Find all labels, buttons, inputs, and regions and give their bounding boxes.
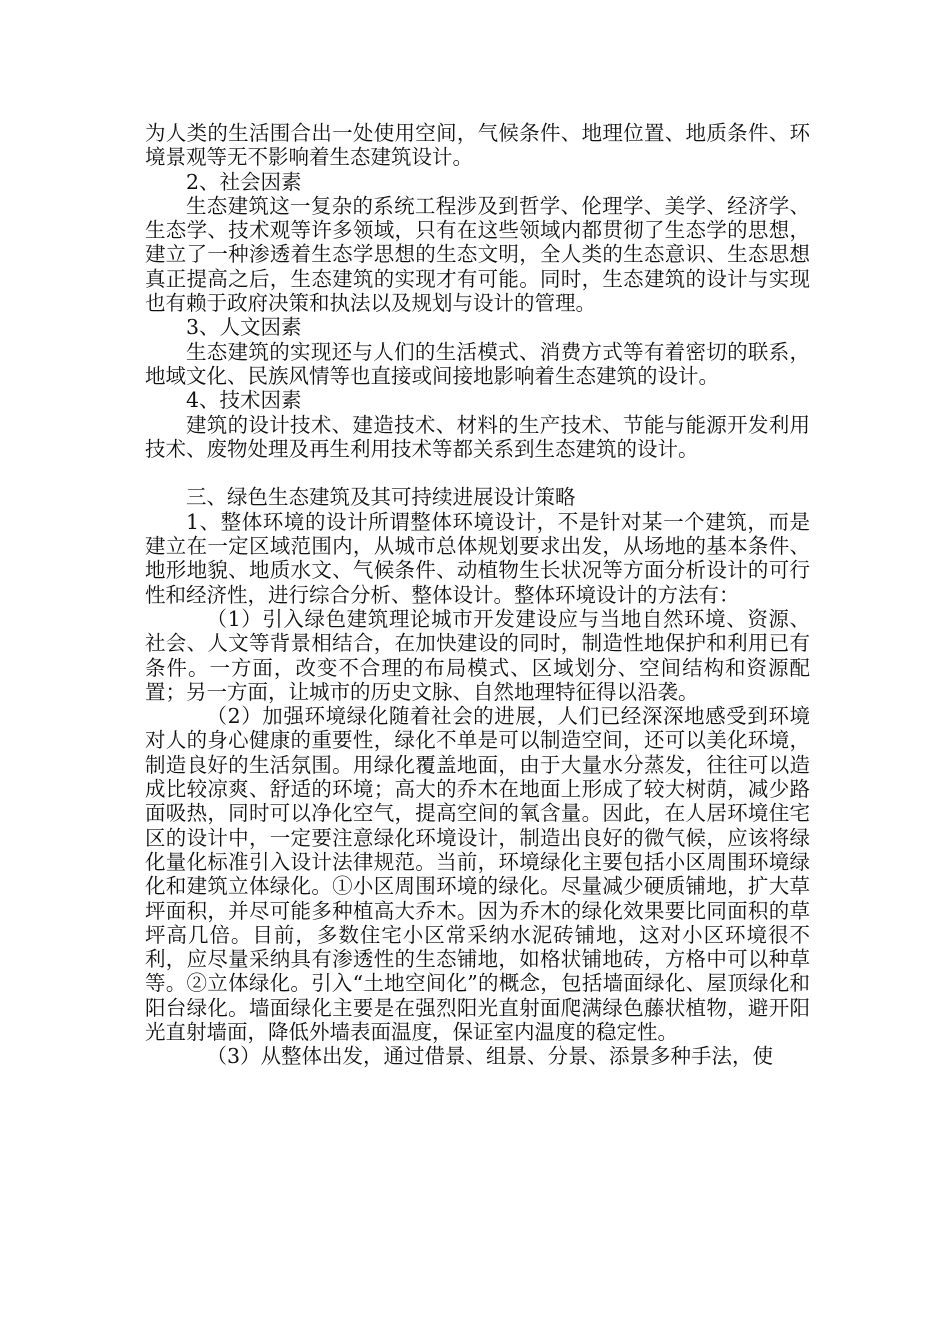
heading-humanistic-factors: 3、人文因素	[186, 315, 302, 340]
paragraph-technical-factors: 建筑的设计技术、建造技术、材料的生产技术、节能与能源开发利用技术、废物处理及再生利用技术等都关系到生态建筑的设计。	[145, 412, 810, 461]
blank-line	[145, 461, 810, 485]
section-title-design-strategy: 三、绿色生态建筑及其可持续进展设计策略	[186, 485, 576, 510]
paragraph-item-2: （2）加强环境绿化随着社会的进展，人们已经深深地感受到环境对人的身心健康的重要性，绿化不单是可以制造空间，还可以美化环境，制造良好的生活氛围。用绿化覆盖地面，由于大量水分蒸发，往往可以造成比较凉爽、舒适的环境；高大的乔木在地面上形成了较大树荫，减少路面吸热，同时可以净化空气，提高空间的氧含量。因此，在人居环境住宅区的设计中，一定要注意绿化环境设计，制造出良好的微气候，应该将绿化量化标准引入设计法律规范。当前，环境绿化主要包括小区周围环境绿化和建筑立体绿化。①小区周围环境的绿化。尽量减少硬质铺地，扩大草坪面积，并尽可能多种植高大乔木。因为乔木的绿化效果要比同面积的草坪高几倍。目前，多数住宅小区常采纳水泥砖铺地，这对小区环境很不利，应尽量采纳具有渗透性的生态铺地，如格状铺地砖，方格中可以种草等。②立体绿化。引入“土地空间化”的概念，包括墙面绿化、屋顶绿化和阳台绿化。墙面绿化主要是在强烈阳光直射面爬满绿色藤状植物，避开阳光直射墙面，降低外墙表面温度，保证室内温度的稳定性。	[145, 704, 810, 1044]
paragraph-item-3: （3）从整体出发，通过借景、组景、分景、添景多种手法，使	[206, 1044, 774, 1069]
document-page	[145, 121, 810, 1069]
paragraph-humanistic-factors: 生态建筑的实现还与人们的生活模式、消费方式等有着密切的联系，地域文化、民族风情等也直接或间接地影响着生态建筑的设计。	[145, 339, 810, 388]
paragraph-climate-factors: 为人类的生活围合出一处使用空间，气候条件、地理位置、地质条件、环境景观等无不影响着生态建筑设计。	[145, 121, 810, 170]
heading-technical-factors: 4、技术因素	[186, 388, 302, 413]
paragraph-item-1: （1）引入绿色建筑理论城市开发建设应与当地自然环境、资源、社会、人文等背景相结合，在加快建设的同时，制造性地保护和利用已有条件。一方面，改变不合理的布局模式、区域划分、空间结构和资源配置；另一方面，让城市的历史文脉、自然地理特征得以沿袭。	[145, 606, 810, 704]
paragraph-overall-environment: 1、整体环境的设计所谓整体环境设计，不是针对某一个建筑，而是建立在一定区域范围内，从城市总体规划要求出发，从场地的基本条件、地形地貌、地质水文、气候条件、动植物生长状况等方面分析设计的可行性和经济性，进行综合分析、整体设计。整体环境设计的方法有：	[145, 509, 810, 607]
paragraph-social-factors: 生态建筑这一复杂的系统工程涉及到哲学、伦理学、美学、经济学、生态学、技术观等许多领域，只有在这些领域内都贯彻了生态学的思想，建立了一种渗透着生态学思想的生态文明，全人类的生态意识、生态思想真正提高之后，生态建筑的实现才有可能。同时，生态建筑的设计与实现也有赖于政府决策和执法以及规划与设计的管理。	[145, 193, 810, 316]
heading-social-factors: 2、社会因素	[186, 169, 302, 194]
